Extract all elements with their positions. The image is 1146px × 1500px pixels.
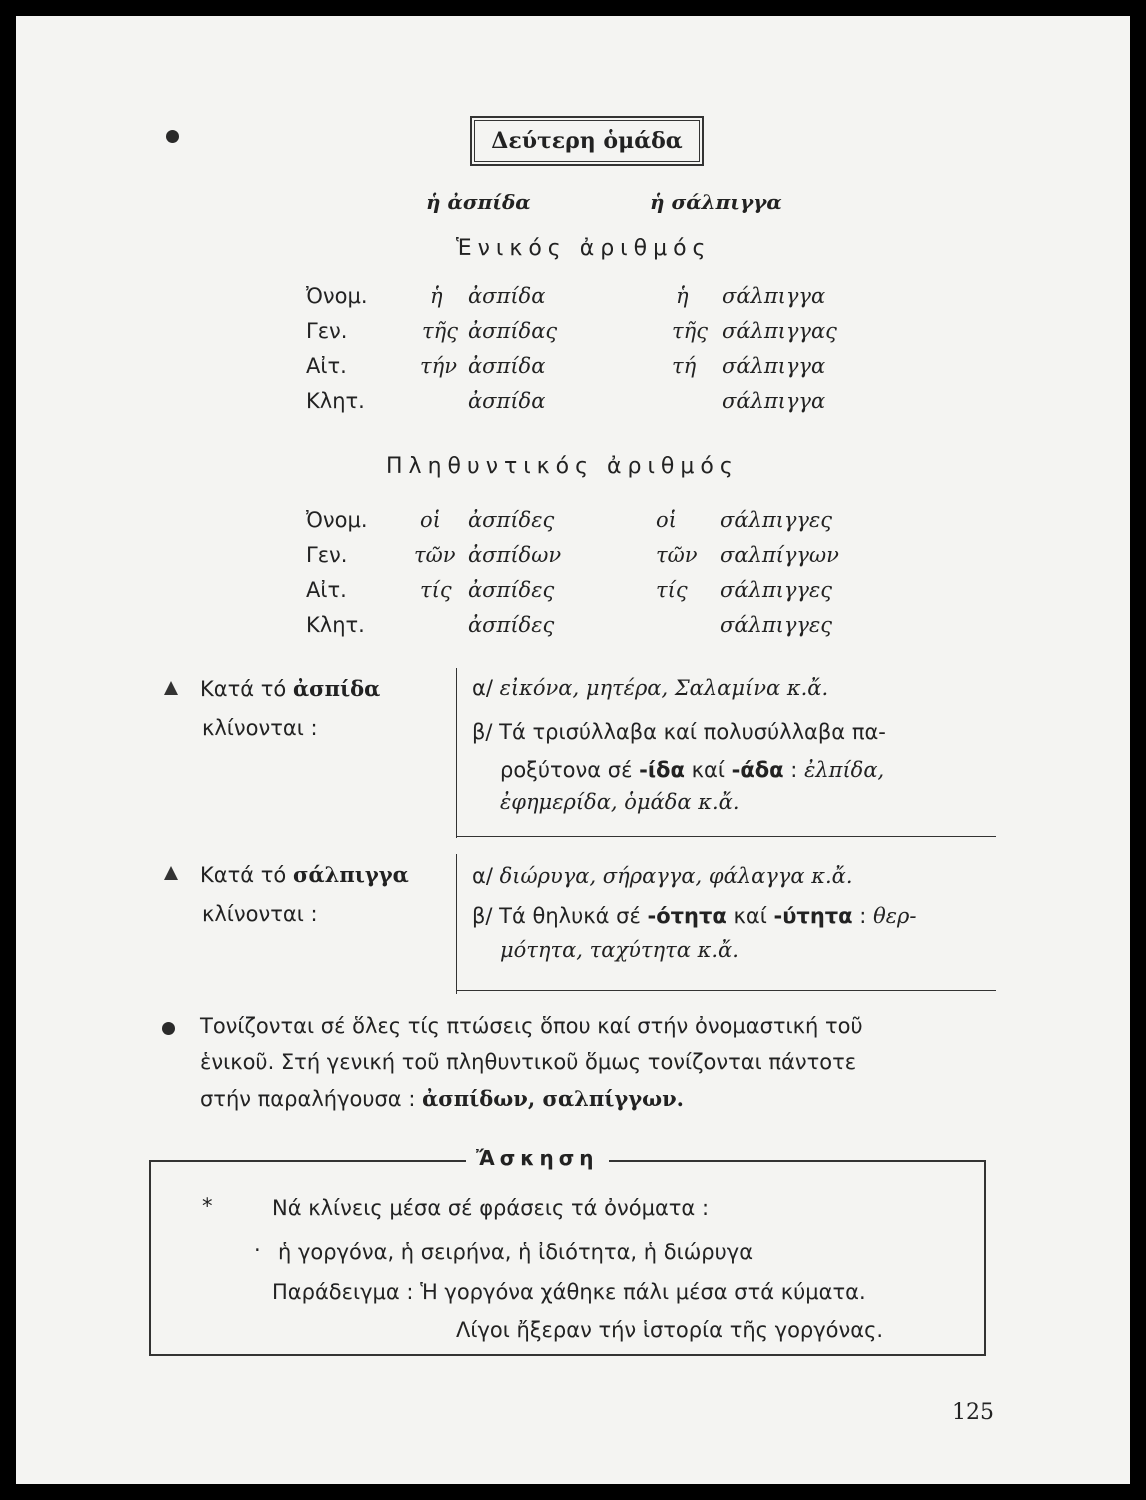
- rule-divider: [456, 668, 457, 838]
- triangle-marker-icon: [164, 866, 178, 880]
- section-title: Δεύτερη ὁμάδα: [470, 116, 704, 166]
- article: ἡ: [430, 284, 443, 308]
- rule-item-a: α/ εἰκόνα, μητέρα, Σαλαμίνα κ.ἄ.: [472, 676, 829, 700]
- bullet-icon: [162, 1022, 175, 1035]
- case-label: Κλητ.: [306, 389, 365, 413]
- page-number: 125: [952, 1400, 994, 1425]
- example-noun-salpingga: ἡ σάλπιγγα: [650, 190, 782, 214]
- noun-form: σαλπίγγων: [720, 543, 839, 567]
- exercise-nouns: ἡ γοργόνα, ἡ σειρήνα, ἡ ἰδιότητα, ἡ διώρυγα: [278, 1240, 754, 1264]
- rule-separator: [456, 836, 996, 837]
- accent-note-line3: στήν παραλήγουσα : ἀσπίδων, σαλπίγγων.: [200, 1086, 684, 1111]
- rule-left-line1: Κατά τό σάλπιγγα: [200, 862, 409, 887]
- rule-item-b-line2: ροξύτονα σέ -ίδα καί -άδα : ἐλπίδα,: [500, 758, 885, 782]
- noun-form: ἀσπίδες: [468, 613, 555, 637]
- rule-left-line2: κλίνονται :: [202, 716, 318, 740]
- noun-form: σάλπιγγας: [722, 319, 837, 343]
- article: ἡ: [676, 284, 689, 308]
- exercise-example-line2: Λίγοι ἤξεραν τήν ἱστορία τῆς γοργόνας.: [456, 1318, 884, 1342]
- rule-separator: [456, 990, 996, 991]
- rule-item-b-line1: β/ Τά θηλυκά σέ -ότητα καί -ύτητα : θερ-: [472, 904, 917, 928]
- noun-form: ἀσπίδα: [468, 389, 546, 413]
- case-label: Ὀνομ.: [306, 508, 368, 532]
- article: τῆς: [672, 319, 708, 343]
- case-label: Αἰτ.: [306, 578, 347, 602]
- triangle-marker-icon: [164, 681, 178, 695]
- article: τήν: [420, 354, 457, 378]
- article: τῆς: [422, 319, 458, 343]
- rule-item-b-line3: ἐφημερίδα, ὁμάδα κ.ἄ.: [500, 790, 740, 814]
- rule-item-b-line1: β/ Τά τρισύλλαβα καί πολυσύλλαβα πα-: [472, 720, 886, 744]
- exercise-example: Παράδειγμα : Ἡ γοργόνα χάθηκε πάλι μέσα στά κύματα.: [272, 1280, 866, 1304]
- noun-form: ἀσπίδες: [468, 578, 555, 602]
- noun-form: σάλπιγγα: [722, 284, 826, 308]
- noun-form: σάλπιγγες: [720, 578, 832, 602]
- accent-note-line2: ἑνικοῦ. Στή γενική τοῦ πληθυντικοῦ ὅμως τονίζονται πάντοτε: [200, 1050, 857, 1074]
- case-label: Ὀνομ.: [306, 284, 368, 308]
- plural-heading: Πληθυντικός ἀριθμός: [386, 454, 739, 479]
- article: τίς: [656, 578, 688, 602]
- article: τῶν: [414, 543, 456, 567]
- case-label: Αἰτ.: [306, 354, 347, 378]
- noun-form: ἀσπίδα: [468, 284, 546, 308]
- rule-item-a: α/ διώρυγα, σήραγγα, φάλαγγα κ.ἄ.: [472, 864, 853, 888]
- rule-left-line2: κλίνονται :: [202, 902, 318, 926]
- article: τίς: [420, 578, 452, 602]
- noun-form: σάλπιγγες: [720, 508, 832, 532]
- exercise-dot: ·: [254, 1238, 261, 1262]
- case-label: Γεν.: [306, 543, 348, 567]
- noun-form: σάλπιγγα: [722, 354, 826, 378]
- accent-note-line1: Τονίζονται σέ ὅλες τίς πτώσεις ὅπου καί στήν ὀνομαστική τοῦ: [200, 1014, 863, 1038]
- exercise-title: Ἄσκηση: [466, 1146, 609, 1170]
- exercise-instruction: Νά κλίνεις μέσα σέ φράσεις τά ὀνόματα :: [272, 1196, 710, 1220]
- noun-form: ἀσπίδας: [468, 319, 558, 343]
- rule-item-b-line2: μότητα, ταχύτητα κ.ἄ.: [500, 938, 739, 962]
- textbook-page: [16, 16, 1130, 1484]
- case-label: Κλητ.: [306, 613, 365, 637]
- noun-form: σάλπιγγα: [722, 389, 826, 413]
- article: τή: [672, 354, 697, 378]
- noun-form: ἀσπίδων: [468, 543, 562, 567]
- article: τῶν: [656, 543, 698, 567]
- bullet-icon: [166, 130, 179, 143]
- article: οἱ: [420, 508, 441, 532]
- case-label: Γεν.: [306, 319, 348, 343]
- rule-divider: [456, 854, 457, 994]
- noun-form: σάλπιγγες: [720, 613, 832, 637]
- singular-heading: Ἑνικός ἀριθμός: [456, 236, 712, 261]
- exercise-star: *: [202, 1194, 213, 1218]
- noun-form: ἀσπίδα: [468, 354, 546, 378]
- noun-form: ἀσπίδες: [468, 508, 555, 532]
- article: οἱ: [656, 508, 677, 532]
- rule-left-line1: Κατά τό ἀσπίδα: [200, 676, 381, 701]
- example-noun-aspida: ἡ ἀσπίδα: [426, 190, 531, 214]
